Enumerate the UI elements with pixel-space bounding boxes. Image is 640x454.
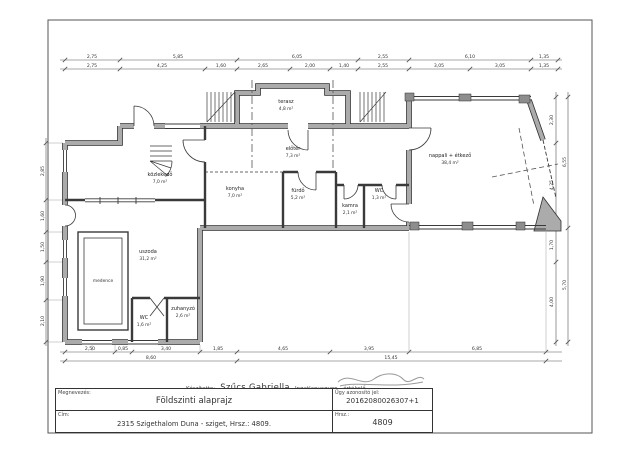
title-block — [55, 388, 433, 433]
room-label: WC — [374, 188, 384, 194]
parcel-value: 4809 — [372, 418, 393, 427]
exterior-stairs-left — [207, 92, 235, 122]
left-dimension-chain — [44, 138, 63, 346]
dim-label: 2,50 — [84, 347, 96, 352]
dim-label: 2,55 — [377, 55, 389, 60]
top-dimension-labels — [87, 54, 549, 69]
name-cell — [56, 389, 333, 410]
dim-label: 6,85 — [471, 347, 483, 352]
room-label: előtér — [285, 146, 301, 152]
drawing-title: Földszinti alaprajz — [155, 396, 233, 406]
room-area: 1,3 m² — [371, 196, 387, 201]
room-label: medence — [92, 279, 114, 284]
case-id-value: 20162080026307+1 — [346, 397, 419, 405]
dim-label: 1,40 — [338, 64, 350, 69]
room-label: nappali + étkező — [428, 153, 472, 159]
room-label: közlekedő — [147, 172, 173, 178]
dim-label: 3,05 — [433, 64, 445, 69]
dim-label: 2,00 — [304, 64, 316, 69]
parcel-cell — [333, 411, 432, 433]
room-label: terasz — [278, 99, 294, 105]
room-area: 7,0 m² — [227, 194, 243, 199]
exterior-stairs-right — [360, 92, 386, 122]
room-area: 7,0 m² — [152, 180, 168, 185]
dim-label: 1,50 — [41, 241, 46, 253]
room-label: kamra — [342, 203, 358, 209]
dim-label: 1,60 — [215, 64, 227, 69]
room-label: fürdő — [291, 188, 305, 194]
room-area: 31,2 m² — [139, 257, 157, 262]
dim-label: 5,70 — [563, 279, 568, 291]
bottom-dimension-labels — [85, 346, 482, 361]
room-area: 38,4 m² — [441, 161, 459, 166]
dim-label: 1,60 — [41, 210, 46, 222]
dim-label: 1,85 — [212, 347, 224, 352]
dim-label: 2,85 — [41, 165, 46, 177]
dim-label: 4,25 — [156, 64, 168, 69]
room-area: 4,8 m² — [278, 107, 294, 112]
pantry-door — [344, 185, 358, 199]
dim-label: 1,35 — [538, 64, 550, 69]
address-cell — [56, 411, 333, 433]
room-label: zuhanyzó — [171, 306, 195, 312]
address-label: Cím: — [58, 412, 70, 418]
dim-label: 3,95 — [363, 347, 375, 352]
dim-label: 4,00 — [550, 296, 555, 308]
room-label: uszoda — [139, 249, 157, 255]
room-area: 2,1 m² — [342, 211, 358, 216]
room-label: konyha — [225, 186, 245, 192]
dim-label: 6,55 — [563, 156, 568, 168]
name-label: Megnevezés: — [58, 390, 91, 396]
dim-label: 3,05 — [494, 64, 506, 69]
dim-label: 1,70 — [550, 239, 555, 251]
dim-label: 2,65 — [257, 64, 269, 69]
dim-label: 2,10 — [41, 315, 46, 327]
double-door-left — [65, 205, 76, 226]
case-id-cell — [333, 389, 432, 410]
dim-label: 1,35 — [538, 55, 550, 60]
dim-label: 2,75 — [86, 55, 98, 60]
corridor-door — [183, 140, 205, 162]
parcel-label: Hrsz.: — [335, 412, 350, 418]
glazing-posts — [405, 93, 530, 230]
dim-label: 15,45 — [384, 356, 398, 361]
room-area: 1,6 m² — [136, 323, 152, 328]
dim-label: 6,10 — [464, 55, 476, 60]
dim-label: 2,55 — [377, 64, 389, 69]
room-area: 2,6 m² — [175, 314, 191, 319]
dim-label: 4,25 — [550, 179, 555, 191]
room-label: WC — [139, 315, 149, 321]
dim-label: 5,85 — [172, 55, 184, 60]
room-area: 5,2 m² — [290, 196, 306, 201]
outer-walls — [65, 86, 561, 342]
living-room-door-bottom — [391, 204, 409, 222]
diagonal-marks — [492, 128, 558, 206]
windows — [64, 97, 557, 345]
dim-label: 2,75 — [86, 64, 98, 69]
dim-label: 3,40 — [160, 347, 172, 352]
dim-label: 1,90 — [41, 275, 46, 287]
dim-label: 0,85 — [117, 347, 129, 352]
dim-label: 2,30 — [550, 114, 555, 126]
shower-room-door — [150, 298, 164, 316]
interior-walls — [65, 126, 409, 342]
outswing-door-top-left — [134, 106, 154, 126]
address-value: 2315 Szigethalom Duna - sziget, Hrsz.: 4809. — [116, 420, 272, 428]
dim-label: 8,60 — [145, 356, 157, 361]
room-area: 7,3 m² — [285, 154, 301, 159]
living-room-door-top — [409, 128, 431, 150]
dim-label: 6,05 — [291, 55, 303, 60]
case-id-label: Ügy azonosító jel: — [335, 390, 380, 396]
left-dimension-labels — [40, 166, 46, 326]
dim-label: 4,65 — [277, 347, 289, 352]
